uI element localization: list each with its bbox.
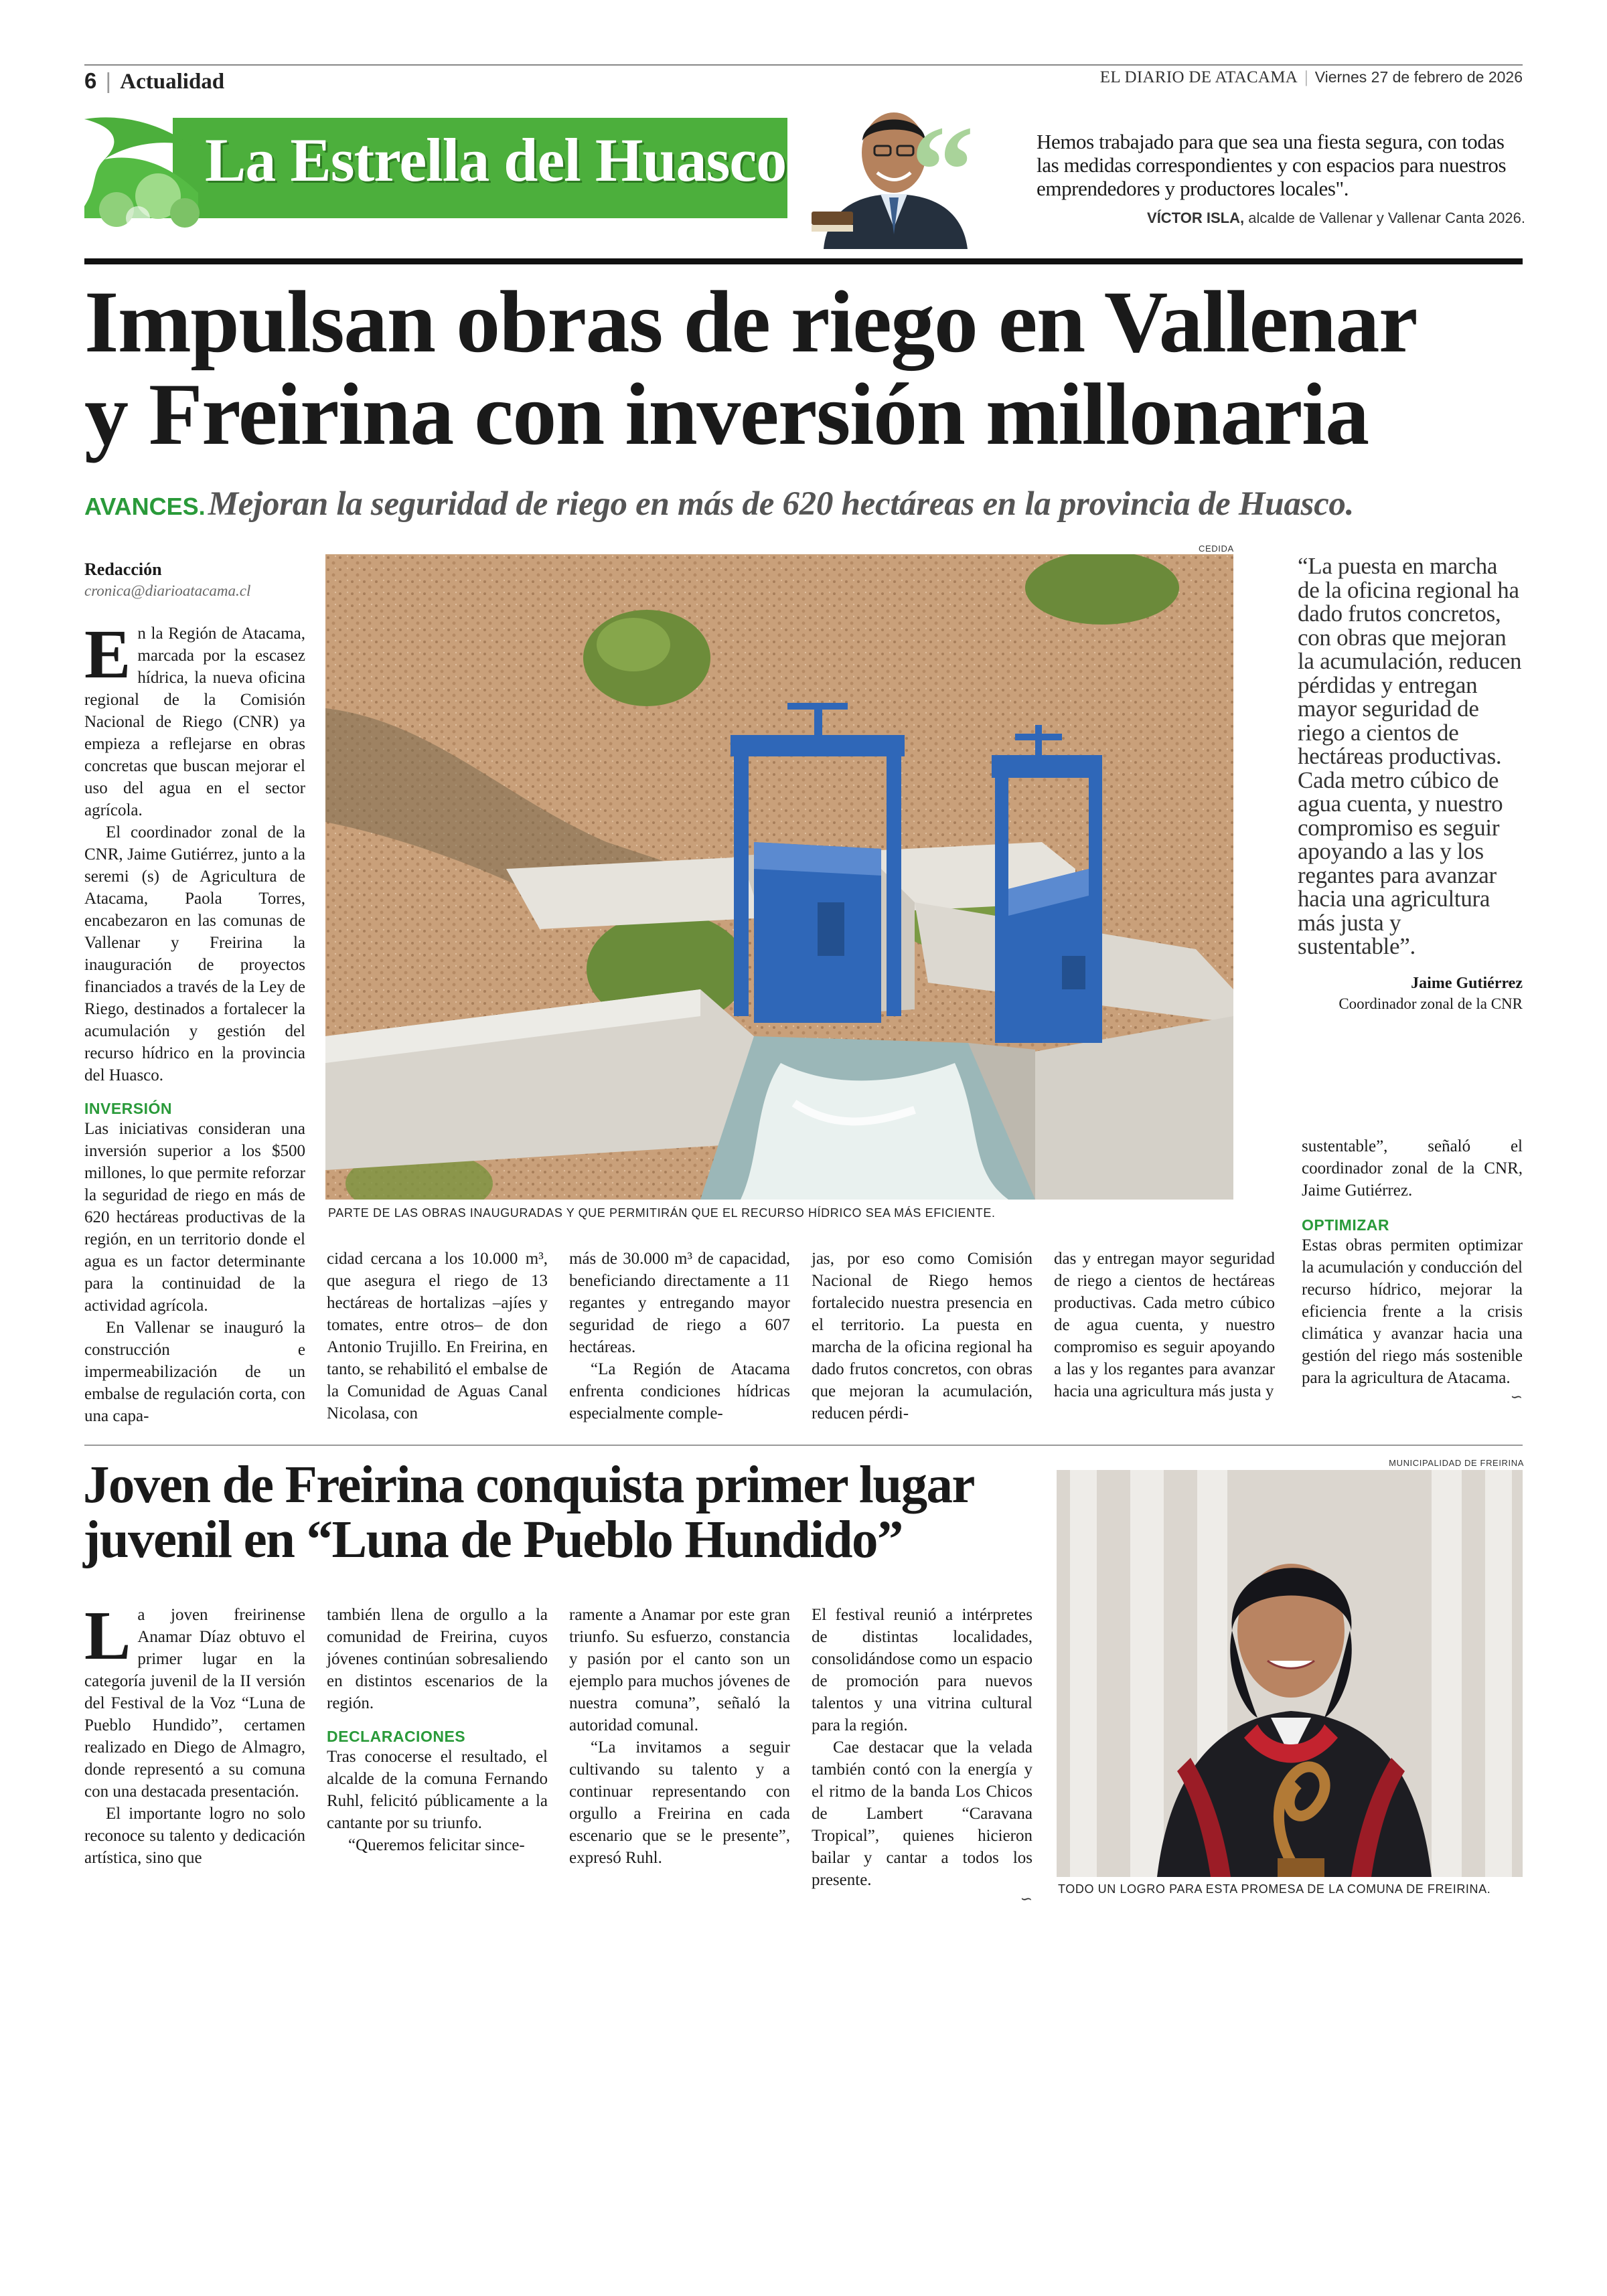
main-col-5 (1054, 1248, 1275, 1402)
drop-cap-l: L (84, 1597, 131, 1674)
main-col3-p2: “La Región de Atacama enfrenta condiciones hídricas especialmente comple- (569, 1360, 790, 1422)
second-col4-p2: Cae destacar que la velada también contó con la energía y el ritmo de la banda Los Chicos de Lambert “Caravana Tropical”, quienes hicieron bailar y cantar a todos los presente. (812, 1738, 1032, 1889)
main-col-1 (84, 616, 305, 1427)
section-name: Actualidad (120, 70, 225, 94)
main-col1-p4: En Vallenar se inauguró la construcción e impermeabilización de un embalse de regulación corta, con una capa- (84, 1319, 305, 1425)
second-col2-p1: también llena de orgullo a la comunidad de Freirina, cuyos jóvenes continúan sobresaliendo en distintos escenarios de la región. (327, 1606, 548, 1712)
second-photo (1057, 1470, 1523, 1877)
main-col3-p1: más de 30.000 m³ de capacidad, beneficiando directamente a 11 regantes y entregando mayor seguridad de riego a 607 hectáreas. (569, 1250, 790, 1356)
pull-quote-name: Jaime Gutiérrez (1411, 974, 1523, 992)
subhead-inversion: INVERSIÓN (84, 1100, 173, 1117)
page-number: 6 (84, 68, 97, 93)
banner-quote-role: alcalde de Vallenar y Vallenar Canta 2026. (1248, 210, 1525, 226)
second-col1-p2: El importante logro no solo reconoce su talento y dedicación artística, sino que (84, 1805, 305, 1867)
paper-name: EL DIARIO DE ATACAMA (1099, 68, 1298, 86)
main-col1-p3: Las iniciativas consideran una inversión superior a los $500 millones, lo que permite reforzar la seguridad de riego en más de 620 hectáreas productivas de la región, en un territorio donde el agua es un factor determinante para la continuidad de la actividad agrícola. (84, 1120, 305, 1315)
pull-quote-text: “La puesta en marcha de la oficina regional ha dado frutos concretos, con obras que mejoran la acumulación, reducen pérdidas y entregan mayor seguridad de riego a cientos de hectáreas productivas. Cada metro cúbico de agua cuenta, y nuestro compromiso es seguir apoyando a las y los regantes para avanzar hacia una agricultura más justa y sustentable”. (1298, 553, 1522, 959)
page-header: 6 | Actualidad EL DIARIO DE ATACAMA | Viernes 27 de febrero de 2026 (84, 64, 1523, 95)
main-deck-text: Mejoran la seguridad de riego en más de 620 hectáreas en la provincia de Huasco. (208, 485, 1355, 523)
byline (84, 560, 305, 600)
main-col-6 (1302, 1135, 1523, 1406)
second-col-1 (84, 1597, 305, 1869)
banner-quote (1037, 130, 1525, 227)
second-headline-line1: Joven de Freirina conquista primer lugar (83, 1456, 974, 1514)
second-col3-p1: ramente a Anamar por este gran triunfo. Su esfuerzo, constancia y pasión por el canto son un ejemplo para muchos jóvenes de nuestra comuna”, señaló la autoridad comunal. (569, 1606, 790, 1734)
second-col-4 (812, 1604, 1032, 1908)
second-col3-p2: “La invitamos a seguir cultivando su talento y a continuar representando con orgullo a Freirina en cada escenario que se le presente”, expresó Ruhl. (569, 1738, 790, 1867)
main-col4-p1: jas, por eso como Comisión Nacional de Riego hemos fortalecido nuestra presencia en el territorio. La puesta en marcha de la oficina regional ha dado frutos concretos, con obras que mejoran la acumulación, reducen pérdi- (812, 1250, 1032, 1422)
second-col4-p1: El festival reunió a intérpretes de distintas localidades, consolidándose como un espacio de promoción para nuevos talentos y una vitrina cultural para la región. (812, 1606, 1032, 1734)
second-col2-p2: Tras conocerse el resultado, el alcalde de la comuna Fernando Ruhl, felicitó públicamente a la cantante por su triunfo. (327, 1748, 548, 1832)
second-headline (83, 1458, 1061, 1568)
drop-cap-e: E (84, 616, 131, 693)
main-col-2 (327, 1248, 548, 1424)
quote-marks-icon: “ (911, 100, 974, 241)
main-col-3 (569, 1248, 790, 1424)
main-kicker: AVANCES. (84, 493, 206, 520)
main-col2-p1: cidad cercana a los 10.000 m³, que asegura el riego de 13 hectáreas de hortalizas –ajíes y tomates, entre otros– de don Antonio Trujillo. En Freirina, en tanto, se rehabilitó el embalse de la Comunidad de Aguas Canal Nicolasa, con (327, 1250, 548, 1422)
second-col1-p1: a joven freirinense Anamar Díaz obtuvo el primer lugar en la categoría juvenil de la II versión del Festival de la Voz “Luna de Pueblo Hundido”, certamen realizado en Diego de Almagro, donde representó a su comuna con una destacada presentación. (84, 1606, 305, 1801)
main-col1-p1: n la Región de Atacama, marcada por la escasez hídrica, la nueva oficina regional de la Comisión Nacional de Riego (CNR) ya empieza a reflejarse en obras concretas que buscan mejorar el uso del agua en el sector agrícola. (84, 625, 305, 819)
second-col-3 (569, 1604, 790, 1869)
brand-logo (84, 112, 787, 234)
singer-portrait-photo (1057, 1470, 1523, 1877)
main-photo-credit: CEDIDA (1199, 544, 1234, 554)
subhead-declaraciones: DECLARACIONES (327, 1728, 466, 1745)
byline-email[interactable]: cronica@diarioatacama.cl (84, 582, 251, 599)
main-col5-p1: das y entregan mayor seguridad de riego a cientos de hectáreas productivas. Cada metro cúbico de agua cuenta, y nuestro compromiso es seguir apoyando a las y los regantes para avanzar hacia una agricultura más justa y (1054, 1250, 1275, 1400)
end-mark-icon: ∽ (1020, 1891, 1032, 1908)
second-col2-p3: “Queremos felicitar since- (348, 1836, 525, 1854)
main-headline-line2: y Freirina con inversión millonaria (84, 365, 1369, 463)
pull-quote-role: Coordinador zonal de la CNR (1338, 995, 1523, 1012)
subhead-optimizar: OPTIMIZAR (1302, 1216, 1389, 1234)
main-headline-line1: Impulsan obras de riego en Vallenar (84, 272, 1418, 371)
second-headline-line2: juvenil en “Luna de Pueblo Hundido” (83, 1511, 903, 1569)
banner-quote-text: Hemos trabajado para que sea una fiesta segura, con todas las medidas correspondientes y con espacios para nuestros emprendedores y productores locales". (1037, 130, 1507, 200)
end-mark-icon: ∽ (1510, 1389, 1523, 1406)
byline-name: Redacción (84, 560, 162, 579)
header-rule (84, 258, 1523, 264)
main-headline (84, 272, 1524, 463)
main-col1-p2: El coordinador zonal de la CNR, Jaime Gutiérrez, junto a la seremi (s) de Agricultura de Atacama, Paola Torres, encabezaron en las comunas de Vallenar y Freirina la inauguración de proyectos financiados a través de la Ley de Riego, destinados a fortalecer la acumulación y gestión del recurso hídrico en la provincia del Huasco. (84, 823, 305, 1084)
irrigation-gate-photo (325, 554, 1233, 1200)
second-photo-credit: MUNICIPALIDAD DE FREIRINA (1389, 1458, 1524, 1468)
article-divider (84, 1445, 1523, 1446)
logo-text: La Estrella del Huasco (205, 126, 787, 194)
issue-date: Viernes 27 de febrero de 2026 (1314, 68, 1523, 86)
second-photo-caption: TODO UN LOGRO PARA ESTA PROMESA DE LA COMUNA DE FREIRINA. (1058, 1882, 1491, 1896)
pull-quote (1298, 554, 1523, 1013)
main-col6-p2: Estas obras permiten optimizar la acumulación y conducción del recurso hídrico, mejorar la eficiencia frente a la crisis climática y avanzar hacia una gestión del riego más sostenible para la agricultura de Atacama. (1302, 1236, 1523, 1387)
main-col6-p1: sustentable”, señaló el coordinador zonal de la CNR, Jaime Gutiérrez. (1302, 1137, 1523, 1200)
banner-quote-author: VÍCTOR ISLA, (1147, 210, 1245, 226)
main-photo-caption: PARTE DE LAS OBRAS INAUGURADAS Y QUE PERMITIRÁN QUE EL RECURSO HÍDRICO SEA MÁS EFICIENTE. (328, 1206, 996, 1220)
second-col-2 (327, 1604, 548, 1856)
main-photo (325, 554, 1233, 1200)
main-col-4 (812, 1248, 1032, 1424)
main-deck (84, 485, 1524, 523)
